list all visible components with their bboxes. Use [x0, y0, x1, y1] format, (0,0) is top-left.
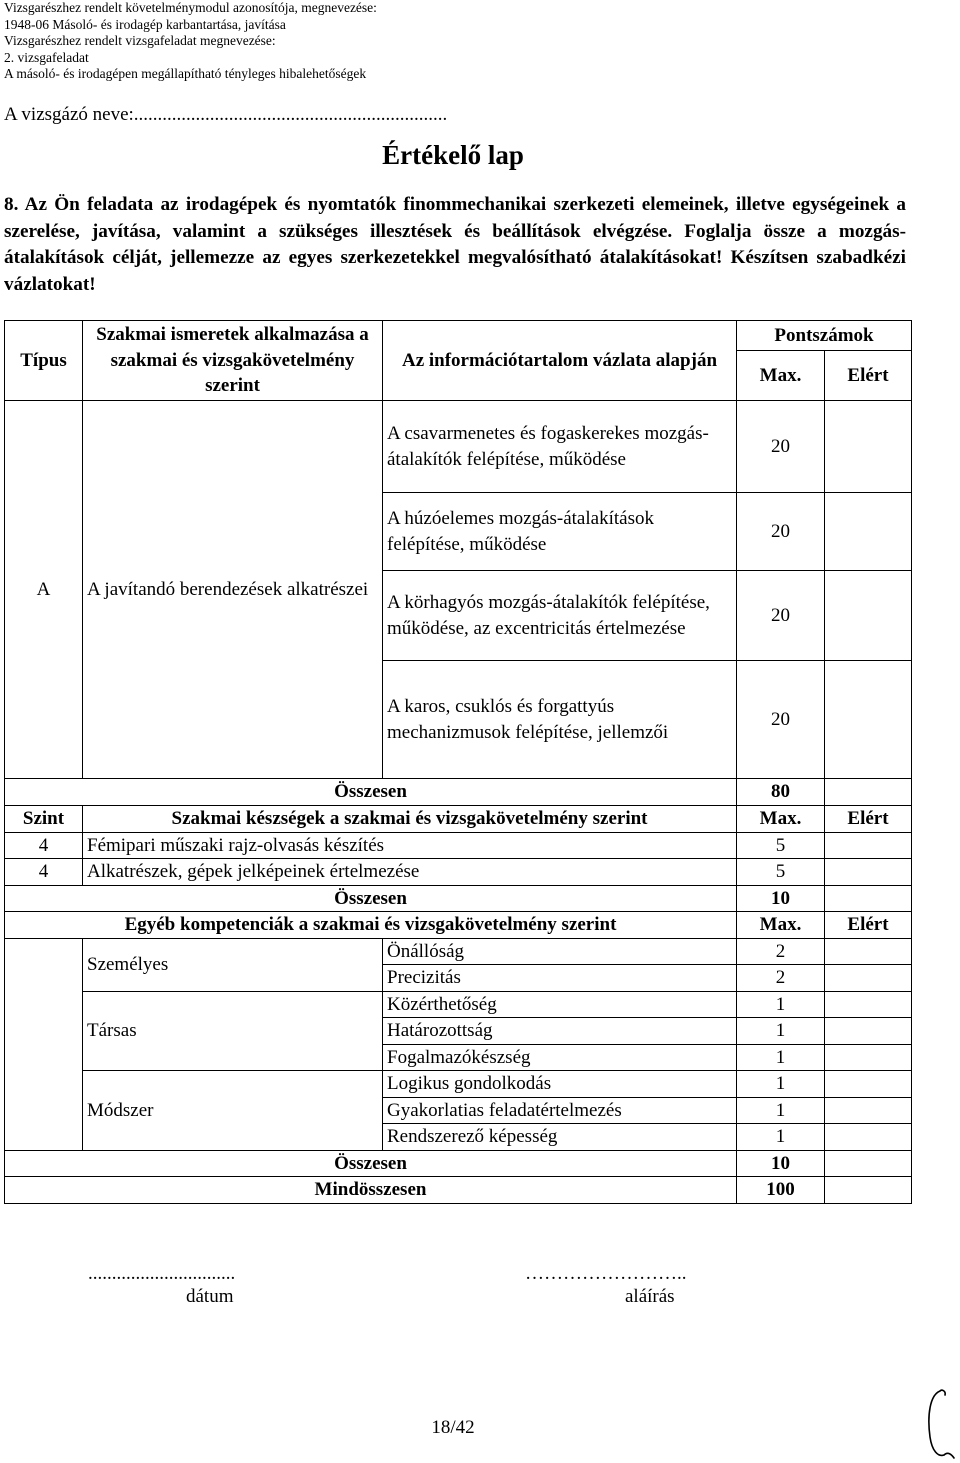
competency-max: 2	[737, 938, 825, 965]
total-label: Összesen	[5, 779, 737, 806]
other-total-label: Összesen	[5, 1150, 737, 1177]
header-line-3: Vizsgarészhez rendelt vizsgafeladat megnevezése:	[4, 33, 276, 49]
handwritten-mark	[918, 1385, 958, 1460]
type-value: A	[5, 401, 83, 779]
competency-max: 1	[737, 991, 825, 1018]
max-cell: 20	[737, 661, 825, 779]
competency-max: 1	[737, 1044, 825, 1071]
competency-name: Közérthetőség	[383, 991, 737, 1018]
competency-max: 1	[737, 1124, 825, 1151]
group-social: Társas	[83, 991, 383, 1071]
skill-max: 5	[737, 832, 825, 859]
info-header: Az információtartalom vázlata alapján	[383, 321, 737, 401]
type-header: Típus	[5, 321, 83, 401]
other-max-header: Max.	[737, 912, 825, 939]
group-method: Módszer	[83, 1071, 383, 1151]
competency-name: Rendszerező képesség	[383, 1124, 737, 1151]
date-label: dátum	[186, 1286, 234, 1307]
max-cell: 20	[737, 493, 825, 571]
skill-level: 4	[5, 832, 83, 859]
achieved-cell	[825, 571, 912, 661]
info-cell: A körhagyós mozgás-átalakítók felépítése, működése, az excentricitás értelmezése	[383, 571, 737, 661]
other-total-achieved	[825, 1150, 912, 1177]
competency-achieved	[825, 1071, 912, 1098]
other-achieved-header: Elért	[825, 912, 912, 939]
group-spacer	[5, 1124, 83, 1151]
competency-name: Határozottság	[383, 1018, 737, 1045]
header-line-5: A másoló- és irodagépen megállapítható tényleges hibalehetőségek	[4, 66, 367, 82]
points-header: Pontszámok	[737, 321, 912, 351]
other-total-value: 10	[737, 1150, 825, 1177]
competency-achieved	[825, 1097, 912, 1124]
other-competencies-header: Egyéb kompetenciák a szakmai és vizsgakövetelmény szerint	[5, 912, 737, 939]
header-line-4: 2. vizsgafeladat	[4, 49, 89, 65]
competency-name: Önállóság	[383, 938, 737, 965]
group-spacer	[5, 938, 83, 965]
skills-total-value: 10	[737, 885, 825, 912]
competency-achieved	[825, 965, 912, 992]
page-number: 18/42	[431, 1417, 475, 1438]
skill-max: 5	[737, 859, 825, 886]
group-personal: Személyes	[83, 938, 383, 991]
skills-total-label: Összesen	[5, 885, 737, 912]
page-title: Értékelő lap	[382, 140, 524, 170]
level-header: Szint	[5, 806, 83, 833]
group-spacer	[5, 965, 83, 992]
competency-max: 2	[737, 965, 825, 992]
competency-name: Precizitás	[383, 965, 737, 992]
group-spacer	[5, 1097, 83, 1124]
total-achieved	[825, 779, 912, 806]
group-spacer	[5, 1018, 83, 1045]
competency-achieved	[825, 991, 912, 1018]
document-header	[4, 0, 377, 83]
group-spacer	[5, 1071, 83, 1098]
competency-name: Fogalmazókészség	[383, 1044, 737, 1071]
info-cell: A húzóelemes mozgás-átalakítások felépítése, működése	[383, 493, 737, 571]
grand-total-achieved	[825, 1177, 912, 1204]
skill-name: Fémipari műszaki rajz-olvasás készítés	[83, 832, 737, 859]
competency-max: 1	[737, 1018, 825, 1045]
max-cell: 20	[737, 571, 825, 661]
grand-total-value: 100	[737, 1177, 825, 1204]
competency-achieved	[825, 1044, 912, 1071]
skills-header: Szakmai készségek a szakmai és vizsgakövetelmény szerint	[83, 806, 737, 833]
signature-label: aláírás	[625, 1286, 675, 1307]
group-spacer	[5, 1044, 83, 1071]
skills-total-achieved	[825, 885, 912, 912]
info-cell: A csavarmenetes és fogaskerekes mozgás-átalakítók felépítése, működése	[383, 401, 737, 493]
header-line-1: Vizsgarészhez rendelt követelménymodul azonosítója, megnevezése:	[4, 0, 377, 15]
signature-line: ……………………..	[525, 1263, 687, 1284]
competency-name: Gyakorlatias feladatértelmezés	[383, 1097, 737, 1124]
competency-max: 1	[737, 1097, 825, 1124]
competency-achieved	[825, 938, 912, 965]
achieved-cell	[825, 661, 912, 779]
date-line: ...............................	[88, 1263, 236, 1284]
task-description: 8. Az Ön feladata az irodagépek és nyomtatók finommechanikai szerkezeti elemeinek, illetve egységeinek a szerelése, javítása, valamint a szükséges illesztések és beállítások elvégzése. Foglalja össze a mozgás-átalakítások célját, jellemezze az egyes szerkezetekkel megvalósítható átalakításokat! Készítsen szabadkézi vázlatokat!	[4, 194, 906, 295]
achieved-cell	[825, 401, 912, 493]
knowledge-value: A javítandó berendezések alkatrészei	[83, 401, 383, 779]
group-spacer	[5, 991, 83, 1018]
achieved-header: Elért	[825, 351, 912, 401]
competency-max: 1	[737, 1071, 825, 1098]
header-line-2: 1948-06 Másoló- és irodagép karbantartása, javítása	[4, 16, 286, 32]
skills-table	[4, 805, 912, 1204]
skill-achieved	[825, 859, 912, 886]
examinee-name-field: A vizsgázó neve:..................................................................	[4, 104, 448, 125]
competency-name: Logikus gondolkodás	[383, 1071, 737, 1098]
info-cell: A karos, csuklós és forgattyús mechanizmusok felépítése, jellemzői	[383, 661, 737, 779]
max-header: Max.	[737, 351, 825, 401]
competency-achieved	[825, 1124, 912, 1151]
skill-name: Alkatrészek, gépek jelképeinek értelmezése	[83, 859, 737, 886]
grand-total-label: Mindösszesen	[5, 1177, 737, 1204]
skill-level: 4	[5, 859, 83, 886]
competency-achieved	[825, 1018, 912, 1045]
achieved-cell	[825, 493, 912, 571]
skill-achieved	[825, 832, 912, 859]
skills-achieved-header: Elért	[825, 806, 912, 833]
max-cell: 20	[737, 401, 825, 493]
knowledge-header: Szakmai ismeretek alkalmazása a szakmai és vizsgakövetelmény szerint	[83, 321, 383, 401]
knowledge-table	[4, 320, 912, 806]
total-value: 80	[737, 779, 825, 806]
skills-max-header: Max.	[737, 806, 825, 833]
